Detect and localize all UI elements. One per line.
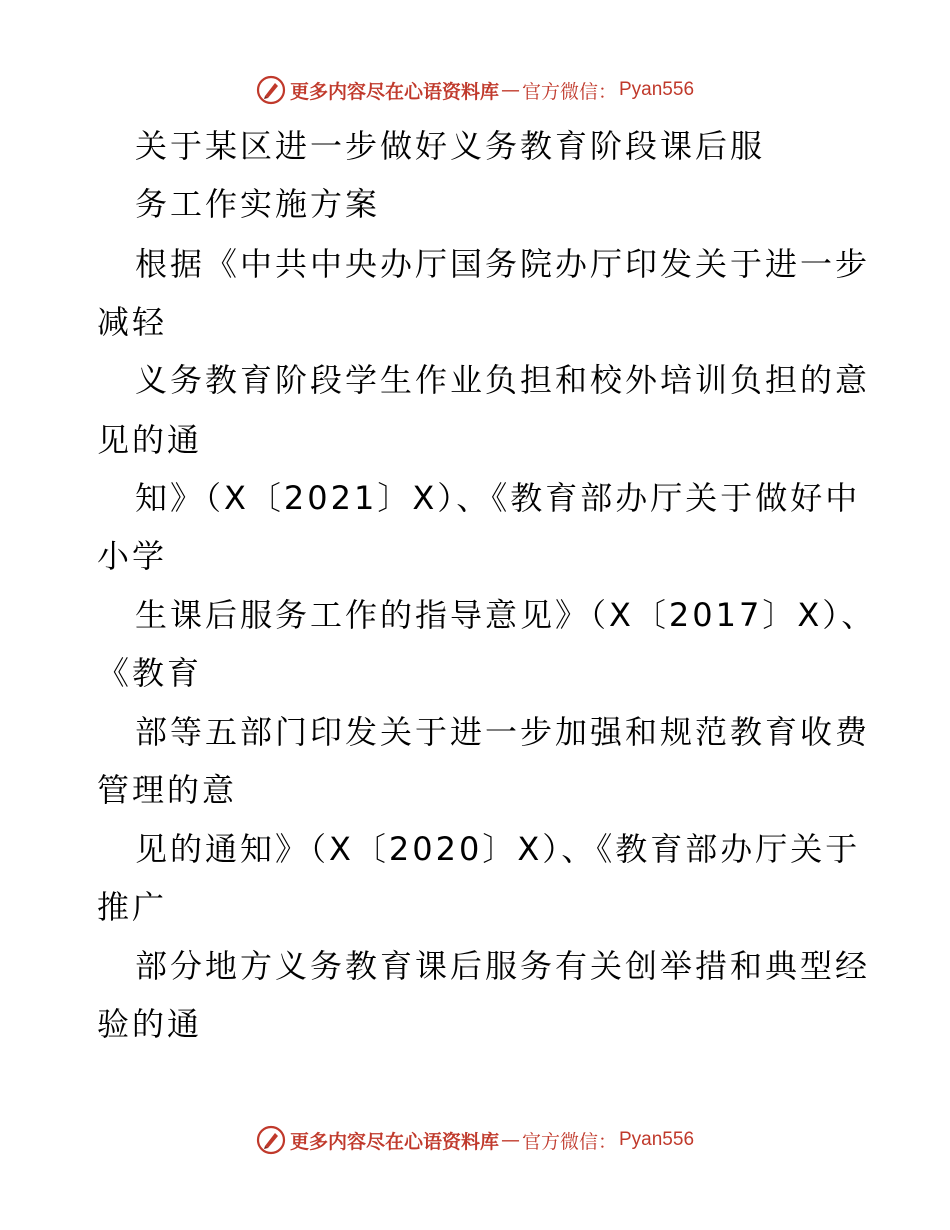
doc-text-line: 生课后服务工作的指导意见》（X〔2017〕X）、 — [135, 596, 877, 634]
banner-wechat-id: Pyan556 — [619, 79, 695, 100]
doc-text-line: 义务教育阶段学生作业负担和校外培训负担的意 — [135, 361, 871, 399]
banner-dash: — — [500, 1129, 520, 1151]
doc-text-line: 见的通知》（X〔2020〕X）、《教育部办厅关于 — [135, 830, 861, 868]
banner-wechat-id: Pyan556 — [619, 1129, 695, 1150]
doc-text-line: 减轻 — [97, 303, 168, 341]
doc-text-line: 部分地方义务教育课后服务有关创举措和典型经 — [135, 947, 871, 985]
doc-text-line: 知》（X〔2021〕X）、《教育部办厅关于做好中 — [135, 479, 861, 517]
pen-nib-logo-icon — [256, 75, 286, 105]
doc-text-line: 部等五部门印发关于进一步加强和规范教育收费 — [135, 713, 871, 751]
banner-main-text: 更多内容尽在心语资料库 — [289, 1130, 499, 1153]
doc-title-line-1: 关于某区进一步做好义务教育阶段课后服 — [135, 127, 766, 165]
doc-text-line: 根据《中共中央办厅国务院办厅印发关于进一步 — [135, 245, 871, 283]
doc-title-line-2: 务工作实施方案 — [135, 185, 381, 223]
pen-nib-logo-icon — [256, 1125, 286, 1155]
footer-watermark-banner — [0, 1120, 950, 1160]
banner-wechat-label: 官方微信： — [521, 1130, 617, 1153]
doc-text-line: 验的通 — [97, 1005, 203, 1043]
doc-text-line: 《教育 — [97, 654, 203, 692]
doc-text-line: 小学 — [97, 537, 168, 575]
doc-text-line: 管理的意 — [97, 771, 238, 809]
banner-wechat-label: 官方微信： — [521, 80, 617, 103]
doc-text-line: 推广 — [97, 888, 168, 926]
header-watermark-banner — [0, 70, 950, 110]
doc-text-line: 见的通 — [97, 421, 203, 459]
banner-dash: — — [500, 79, 520, 101]
banner-main-text: 更多内容尽在心语资料库 — [289, 80, 499, 103]
